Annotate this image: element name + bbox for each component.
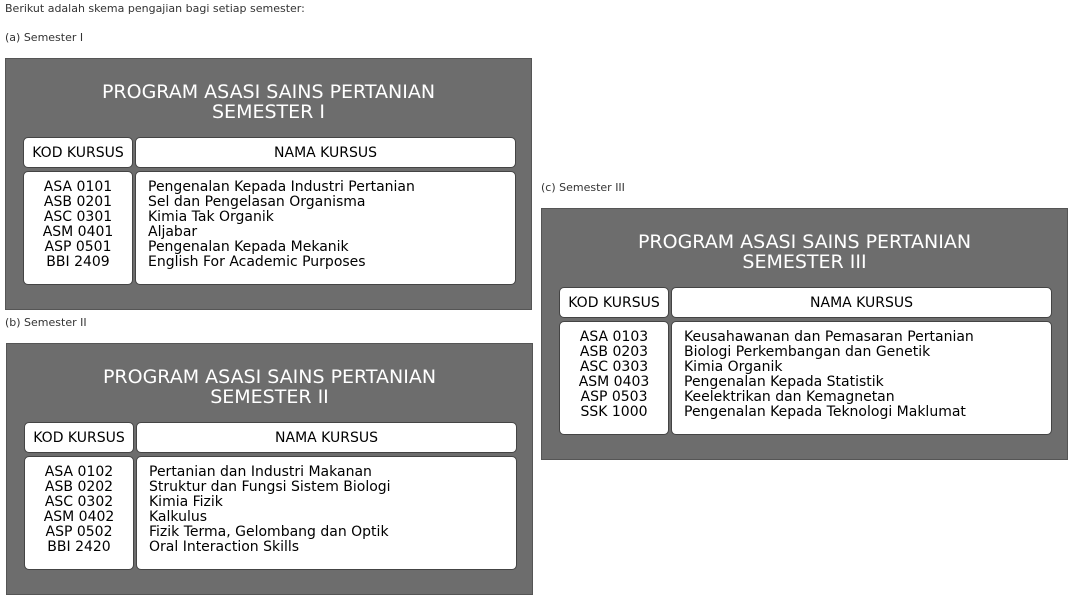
course-code: ASC 0303 — [579, 359, 649, 375]
semester-2-name-header: NAMA KURSUS — [136, 422, 517, 453]
semester-1-name-header: NAMA KURSUS — [135, 137, 516, 168]
course-code: ASA 0103 — [579, 329, 649, 345]
semester-2-names — [136, 456, 517, 570]
course-code: ASC 0302 — [44, 494, 114, 510]
course-code: ASP 0502 — [45, 524, 113, 540]
semester-3-name-header: NAMA KURSUS — [671, 287, 1052, 318]
semester-1-caption: (a) Semester I — [5, 31, 84, 44]
course-name: Kimia Fizik — [149, 494, 223, 510]
course-name: Biologi Perkembangan dan Genetik — [684, 344, 931, 360]
semester-2-caption: (b) Semester II — [5, 316, 87, 329]
intro-text: Berikut adalah skema pengajian bagi setiap semester: — [5, 2, 305, 15]
course-name: Struktur dan Fungsi Sistem Biologi — [149, 479, 391, 495]
course-code: ASB 0202 — [44, 479, 114, 495]
course-code: BBI 2420 — [47, 539, 111, 555]
course-name: Kalkulus — [149, 509, 208, 525]
course-name: Sel dan Pengelasan Organisma — [148, 194, 366, 210]
semester-2-codes — [24, 456, 134, 570]
course-name: Keelektrikan dan Kemagnetan — [684, 389, 895, 405]
course-name: Keusahawanan dan Pemasaran Pertanian — [684, 329, 974, 345]
semester-1-title-line1: PROGRAM ASASI SAINS PERTANIAN — [101, 81, 436, 103]
semester-1-panel — [5, 58, 532, 310]
semester-1-codes — [23, 171, 133, 285]
semester-2-panel — [6, 343, 533, 595]
course-name: Kimia Tak Organik — [148, 209, 274, 225]
course-name: Pengenalan Kepada Statistik — [684, 374, 884, 390]
course-code: ASP 0501 — [44, 239, 112, 255]
course-code: ASA 0102 — [44, 464, 114, 480]
course-name: Fizik Terma, Gelombang dan Optik — [149, 524, 389, 540]
course-code: ASA 0101 — [43, 179, 113, 195]
semester-3-code-header: KOD KURSUS — [559, 287, 669, 318]
course-name: Pengenalan Kepada Mekanik — [148, 239, 349, 255]
course-code: ASM 0403 — [578, 374, 650, 390]
course-code: ASP 0503 — [580, 389, 648, 405]
course-name: Pengenalan Kepada Teknologi Maklumat — [684, 404, 966, 420]
course-code: SSK 1000 — [580, 404, 648, 420]
course-name: Kimia Organik — [684, 359, 783, 375]
semester-1-title-line2: SEMESTER I — [212, 101, 325, 123]
course-code: ASM 0402 — [43, 509, 115, 525]
course-code: ASC 0301 — [43, 209, 113, 225]
course-name: Oral Interaction Skills — [149, 539, 300, 555]
course-code: ASB 0201 — [43, 194, 113, 210]
semester-3-title-line2: SEMESTER III — [742, 251, 867, 273]
semester-2-code-header: KOD KURSUS — [24, 422, 134, 453]
course-name: English For Academic Purposes — [148, 254, 366, 270]
semester-2-title-line1: PROGRAM ASASI SAINS PERTANIAN — [102, 366, 437, 388]
semester-3-codes — [559, 321, 669, 435]
course-name: Pertanian dan Industri Makanan — [149, 464, 372, 480]
course-name: Aljabar — [148, 224, 198, 240]
semester-3-panel — [541, 208, 1068, 460]
course-name: Pengenalan Kepada Industri Pertanian — [148, 179, 415, 195]
semester-2-title-line2: SEMESTER II — [210, 386, 329, 408]
course-code: ASM 0401 — [42, 224, 114, 240]
semester-3-title-line1: PROGRAM ASASI SAINS PERTANIAN — [637, 231, 972, 253]
semester-3-names — [671, 321, 1052, 435]
course-code: ASB 0203 — [579, 344, 649, 360]
semester-3-caption: (c) Semester III — [541, 181, 625, 194]
semester-1-code-header: KOD KURSUS — [23, 137, 133, 168]
semester-1-names — [135, 171, 516, 285]
course-code: BBI 2409 — [46, 254, 110, 270]
